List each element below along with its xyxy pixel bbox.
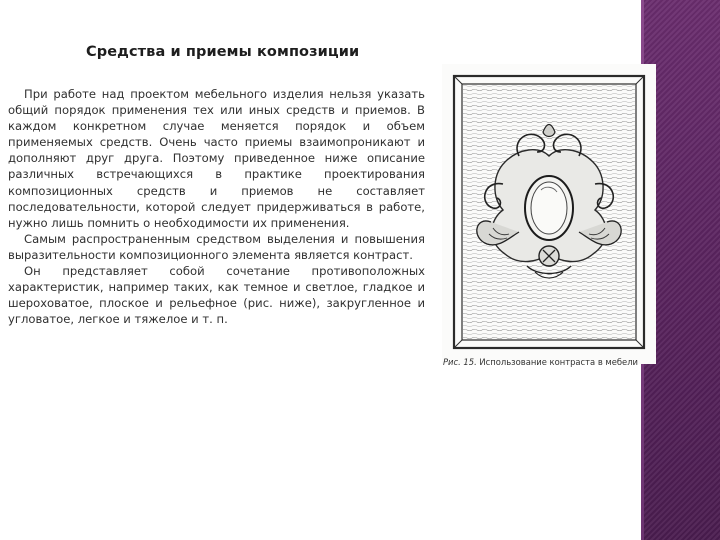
paragraph-2: Самым распространенным средством выделения и повышения выразительности композиционного элемента является контраст.: [8, 231, 425, 262]
body-text: [8, 86, 425, 327]
caption-label: Рис. 15.: [443, 357, 477, 367]
figure-carved-panel: [442, 64, 656, 364]
carved-panel-illustration: [442, 64, 656, 364]
caption-text: Использование контраста в мебели: [479, 357, 639, 367]
slide-title: Средства и приемы композиции: [86, 44, 360, 60]
figure-caption: [443, 357, 653, 367]
paragraph-3: Он представляет собой сочетание противоположных характеристик, например таких, как темное и светлое, гладкое и шероховатое, плоское и рельефное (рис. ниже), закругленное и угловатое, легкое и тяжелое и т. п.: [8, 264, 425, 327]
paragraph-1: При работе над проектом мебельного изделия нельзя указать общий порядок применения тех или иных средств и приемов. В каждом конкретном случае меняется порядок и объем применяемых средств. Очень часто приемы взаимопроникают и дополняют друг друга. Поэтому приведенное ниже описание различных встречающихся в практике проектирования композиционных средств и приемов не составляет последовательности, которой следует придерживаться в работе, нужно лишь помнить о необходимости их применения.: [8, 87, 425, 230]
